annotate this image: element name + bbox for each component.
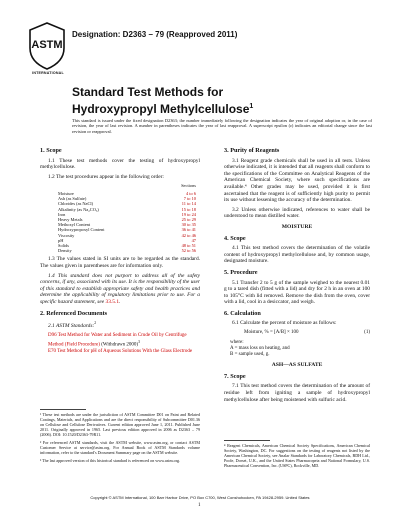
ref-title-d96[interactable]: Test Method for Water and Sediment in Crude Oil by Centrifuge Method (Field Procedure) [48, 332, 187, 348]
equation-text: Moisture, % = [A/B] × 100 [244, 330, 299, 336]
issuance-notice: This standard is issued under the fixed designation D2363; the number immediately following the designation indicates the year of original adoption or, in the case of revision, the year of last revision. A number in parentheses indicates the year of last reapproval. A superscript epsilon (ε) indicates an editorial change since the last revision or reapproval. [72, 118, 372, 134]
toc-item-name: Methoxyl Content [58, 222, 91, 228]
document-title [72, 86, 372, 116]
toc-item-name: Viscosity [58, 232, 75, 238]
section-heading-scope: 1. Scope [40, 147, 62, 154]
ref-title-e70[interactable]: Test Method for pH of Aqueous Solutions With the Glass Electrode [57, 348, 193, 354]
section-heading-referenced-documents: 2. Referenced Documents [40, 309, 108, 317]
svg-text:ASTM: ASTM [31, 39, 63, 51]
toc-item-sections[interactable]: 42 to 46 [181, 232, 196, 238]
hazard-link[interactable]: 33.5.1 [105, 298, 120, 305]
toc-row [40, 248, 200, 253]
toc-item-name: Iron [58, 211, 66, 217]
toc-header: Sections [181, 183, 196, 189]
designation: Designation: D2363 – 79 (Reapproved 2011) [72, 30, 238, 39]
toc-item-name: Heavy Metals [58, 216, 83, 222]
toc-item-sections[interactable]: 15 to 18 [181, 206, 196, 212]
toc-item-sections[interactable]: 36 to 41 [181, 227, 196, 233]
paragraph-3-1: 3.1 Reagent grade chemicals shall be used in all tests. Unless otherwise indicated, it is intended that all reagents shall conform to the specifications of the Committee on Analytical Reagents of the American Chemical Society, where such specifications are available.⁴ Other grades may be used, provided it is first ascertained that the reagent is of sufficiently high purity to permit its use without lessening the accuracy of the determination. [224, 157, 370, 204]
toc-item-sections[interactable]: 25 to 29 [181, 216, 196, 222]
reference-d96: D96 Test Method for Water and Sediment in Crude Oil by Centrifuge Method (Field Procedure) (Withdrawn 2000)$^3$ [48, 332, 187, 348]
paragraph-1-1: 1.1 These test methods cover the testing of hydroxypropyl methylcellulose. [40, 157, 200, 171]
toc-item-sections[interactable]: 19 to 24 [181, 211, 196, 217]
title-line-2 [72, 100, 372, 117]
paragraph-5-1: 5.1 Transfer 2 to 5 g of the sample weighed to the nearest 0.01 g to a tared dish (fitted with a lid) and dry for 2 h in an oven at 100 to 105°C with lid removed. Remove the dish from the oven, cover with a lid, cool in a desiccator, and weigh. [224, 279, 370, 306]
footnote-1: ¹ These test methods are under the jurisdiction of ASTM Committee D01 on Paint and Related Coatings, Materials, and Applications and are the direct responsibility of Subcommittee D01.36 on Cellulose and Cellulose Derivatives. Current edition approved June 1, 2011. Published June 2011. Originally approved in 1965. Last previous edition approved in 2006 as D2363 – 79 (2006). DOI: 10.1520/D2363-79R11. [40, 412, 200, 437]
title-main: Hydroxypropyl Methylcellulose [72, 101, 250, 116]
toc-item-sections[interactable]: 7 to 10 [183, 196, 196, 202]
toc-item-sections[interactable]: 48 to 51 [181, 243, 196, 248]
footnote-2: ² For referenced ASTM standards, visit the ASTM website, www.astm.org, or contact ASTM Customer Service at service@astm.org. For Annual Book of ASTM Standards volume information, refer to the standard's Document Summary page on the ASTM website. [40, 440, 200, 455]
title-footnote-mark: 1 [249, 102, 254, 110]
toc-item-sections[interactable]: 52 to 56 [181, 248, 196, 254]
right-column [224, 143, 370, 406]
moisture-heading: MOISTURE [281, 223, 313, 230]
toc-item-name: pH [58, 237, 64, 243]
paragraph-7-1: 7.1 This test method covers the determination of the amount of residue left from igniting a sample of hydroxypropyl methylcellulose after being moistened with sulfuric acid. [224, 383, 370, 403]
equation-1 [224, 330, 370, 337]
ref-code-e70[interactable]: E70 [48, 348, 57, 354]
footnote-rule-right [224, 440, 270, 441]
copyright-footer: Copyright © ASTM International, 100 Barr Harbor Drive, PO Box C700, West Conshohocken, PA 19428-2959. United States [90, 495, 310, 500]
toc-item-sections[interactable]: 30 to 35 [181, 222, 196, 228]
paragraph-2-1 [40, 320, 200, 329]
toc-item-name: Hydroxypropoxyl Content [58, 227, 105, 233]
toc-item-name: Solids [58, 243, 69, 248]
toc-item-sections[interactable]: 11 to 14 [181, 201, 196, 207]
footnote-3: ³ The last approved version of this historical standard is referenced on www.astm.org. [40, 458, 181, 463]
footnote-mark-2: 2 [94, 321, 97, 326]
footnotes-left [40, 412, 200, 466]
astm-logo [27, 22, 67, 70]
footnote-rule-left [40, 409, 86, 410]
ref-code-d96[interactable]: D96 [48, 332, 57, 338]
section-heading-purity: 3. Purity of Reagents [224, 147, 280, 154]
toc-item-name: Chlorides (as NaCl) [58, 201, 94, 207]
paragraph-3-2: 3.2 Unless otherwise indicated, references to water shall be understood to mean distilled water. [224, 206, 370, 220]
paragraph-6-1: 6.1 Calculate the percent of moisture as follows: [232, 320, 337, 327]
toc-item-name: Density [58, 248, 72, 254]
where-label: where: [230, 339, 244, 345]
paragraph-1-4: 1.4 This standard does not purport to address all of the safety concerns, if any, associated with its use. It is the responsibility of the user of this standard to establish appropriate safety and health practices and determine the applicability of regulatory limitations prior to use. For a specific hazard statement, see 33.5.1. [40, 272, 200, 305]
toc-item-name: Alkalinity (as Na₂CO₃) [58, 206, 99, 212]
footnotes-right [224, 443, 370, 471]
section-heading-scope-4: 4. Scope [224, 234, 246, 242]
section-heading-scope-7: 7. Scope [224, 372, 246, 380]
title-line-1: Standard Test Methods for [72, 85, 224, 99]
toc-item-name: Moisture [58, 190, 74, 196]
where-b: B = sample used, g. [230, 352, 270, 358]
paragraph-1-2: 1.2 The test procedures appear in the following order: [48, 173, 164, 180]
footnote-4: ⁴ Reagent Chemicals, American Chemical Society Specifications, American Chemical Society, Washington, DC. For suggestions on the testing of reagents not listed by the American Chemical Society, see Analar Standards for Laboratory Chemicals, BDH Ltd., Poole, Dorset, U.K., and the United States Pharmacopeia and National Formulary, U.S. Pharmaceutical Convention, Inc. (USPC), Rockville, MD. [224, 443, 370, 468]
section-heading-procedure: 5. Procedure [224, 268, 258, 276]
logo-caption: INTERNATIONAL [32, 71, 64, 75]
toc-item-sections[interactable]: 4 to 6 [185, 190, 196, 196]
ref-tail-d96: (Withdrawn 2000) [101, 342, 139, 348]
sections-table [40, 191, 200, 253]
ash-heading: ASH—AS SULFATE [271, 362, 323, 369]
left-column [40, 143, 200, 355]
toc-item-sections[interactable]: 47 [191, 237, 196, 243]
page-number: 1 [198, 503, 201, 508]
reference-e70 [40, 349, 200, 355]
astm-standards-label: 2.1 ASTM Standards: [48, 322, 95, 329]
equation-number: (1) [364, 330, 370, 336]
safety-statement: 1.4 This standard does not purport to address all of the safety concerns, if any, associated with its use. It is the responsibility of the user of this standard to establish appropriate safety and health practices and determine the applicability of regulatory limitations prior to use. For a specific hazard statement, see [40, 272, 200, 305]
paragraph-4-1: 4.1 This test method covers the determination of the volatile content of hydroxypropyl methylcellulose and, by common usage, designated moisture. [224, 245, 370, 265]
toc-item-name: Ash (as Sulfate) [58, 196, 87, 202]
where-a: A = mass loss on heating, and [230, 345, 290, 351]
paragraph-1-3: 1.3 The values stated in SI units are to be regarded as the standard. The values given in parentheses are for information only. [40, 256, 200, 269]
section-heading-calculation: 6. Calculation [224, 309, 261, 317]
